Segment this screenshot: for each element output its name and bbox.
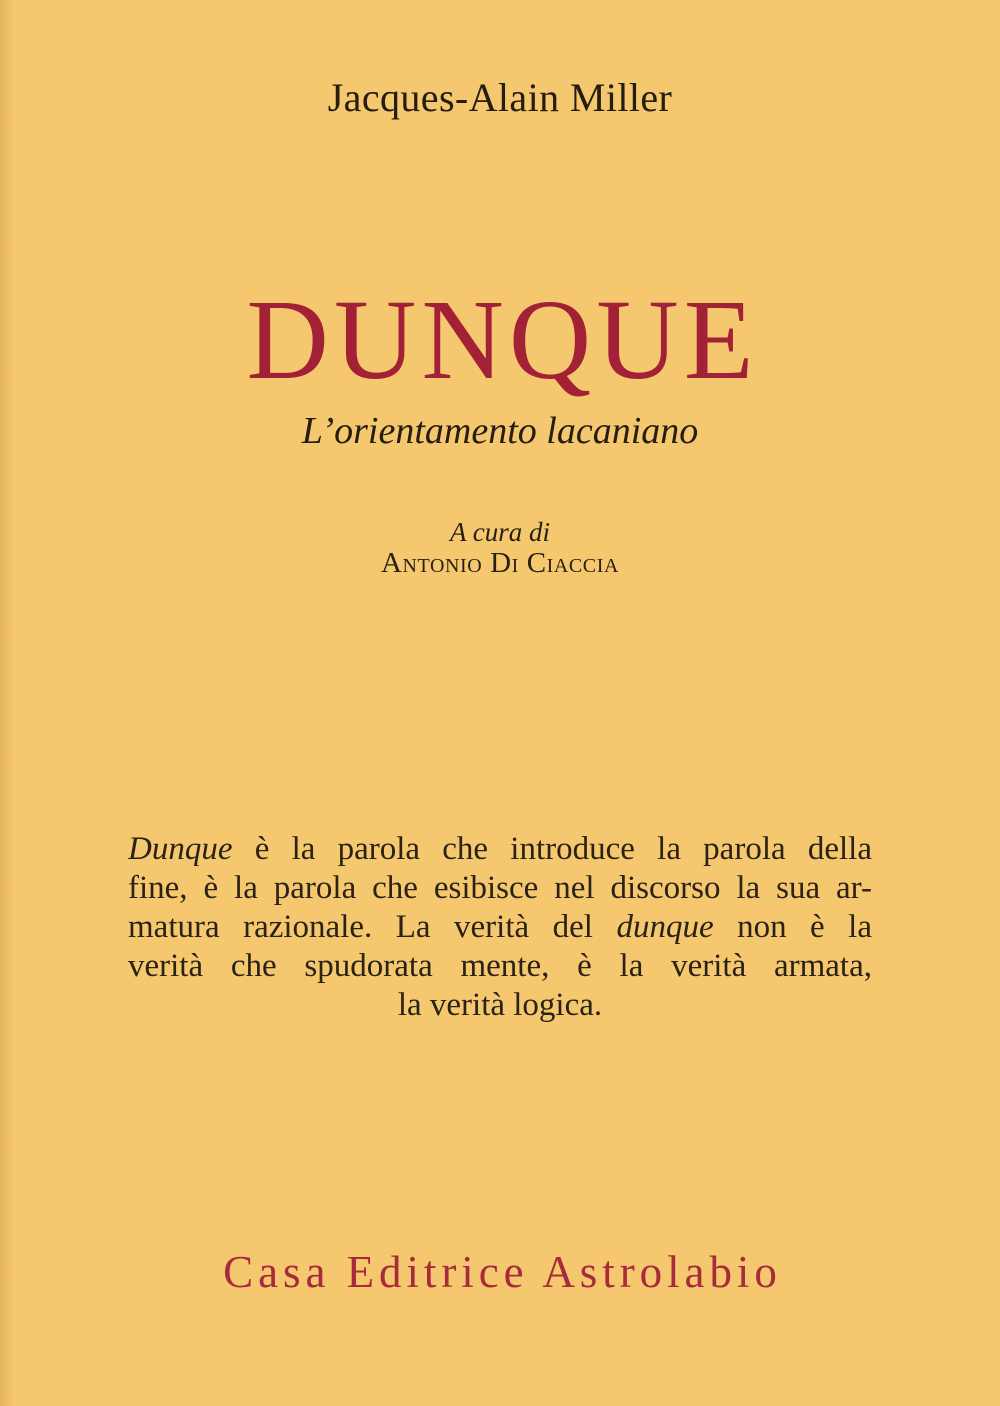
excerpt-italic-segment: dunque — [616, 909, 714, 945]
author-name: Jacques-Alain Miller — [327, 75, 673, 120]
excerpt-segment: verità che spudorata mente, è la verità armata, — [128, 948, 872, 984]
excerpt-line — [128, 948, 872, 987]
excerpt-line — [128, 987, 872, 1026]
excerpt-segment: matura razionale. La verità del — [128, 909, 617, 945]
editor-name: Antonio Di Ciaccia — [380, 547, 619, 579]
excerpt-italic-segment: Dunque — [128, 831, 233, 867]
left-edge-shading — [0, 0, 14, 1406]
publisher-name: Casa Editrice Astrolabio — [223, 1247, 782, 1297]
book-title: DUNQUE — [246, 276, 759, 403]
excerpt-segment: fine, è la parola che esibisce nel discorso la sua ar- — [128, 870, 872, 906]
excerpt-segment: la verità logica. — [397, 987, 603, 1023]
excerpt-line — [128, 831, 872, 870]
curated-by-label: A cura di — [450, 517, 550, 547]
excerpt-segment: non è la — [713, 909, 872, 945]
excerpt-segment: è la parola che introduce la parola della — [232, 831, 872, 867]
excerpt-line — [128, 909, 872, 948]
back-cover-excerpt — [128, 831, 872, 1026]
book-subtitle: L’orientamento lacaniano — [301, 410, 699, 452]
excerpt-line — [128, 870, 872, 909]
